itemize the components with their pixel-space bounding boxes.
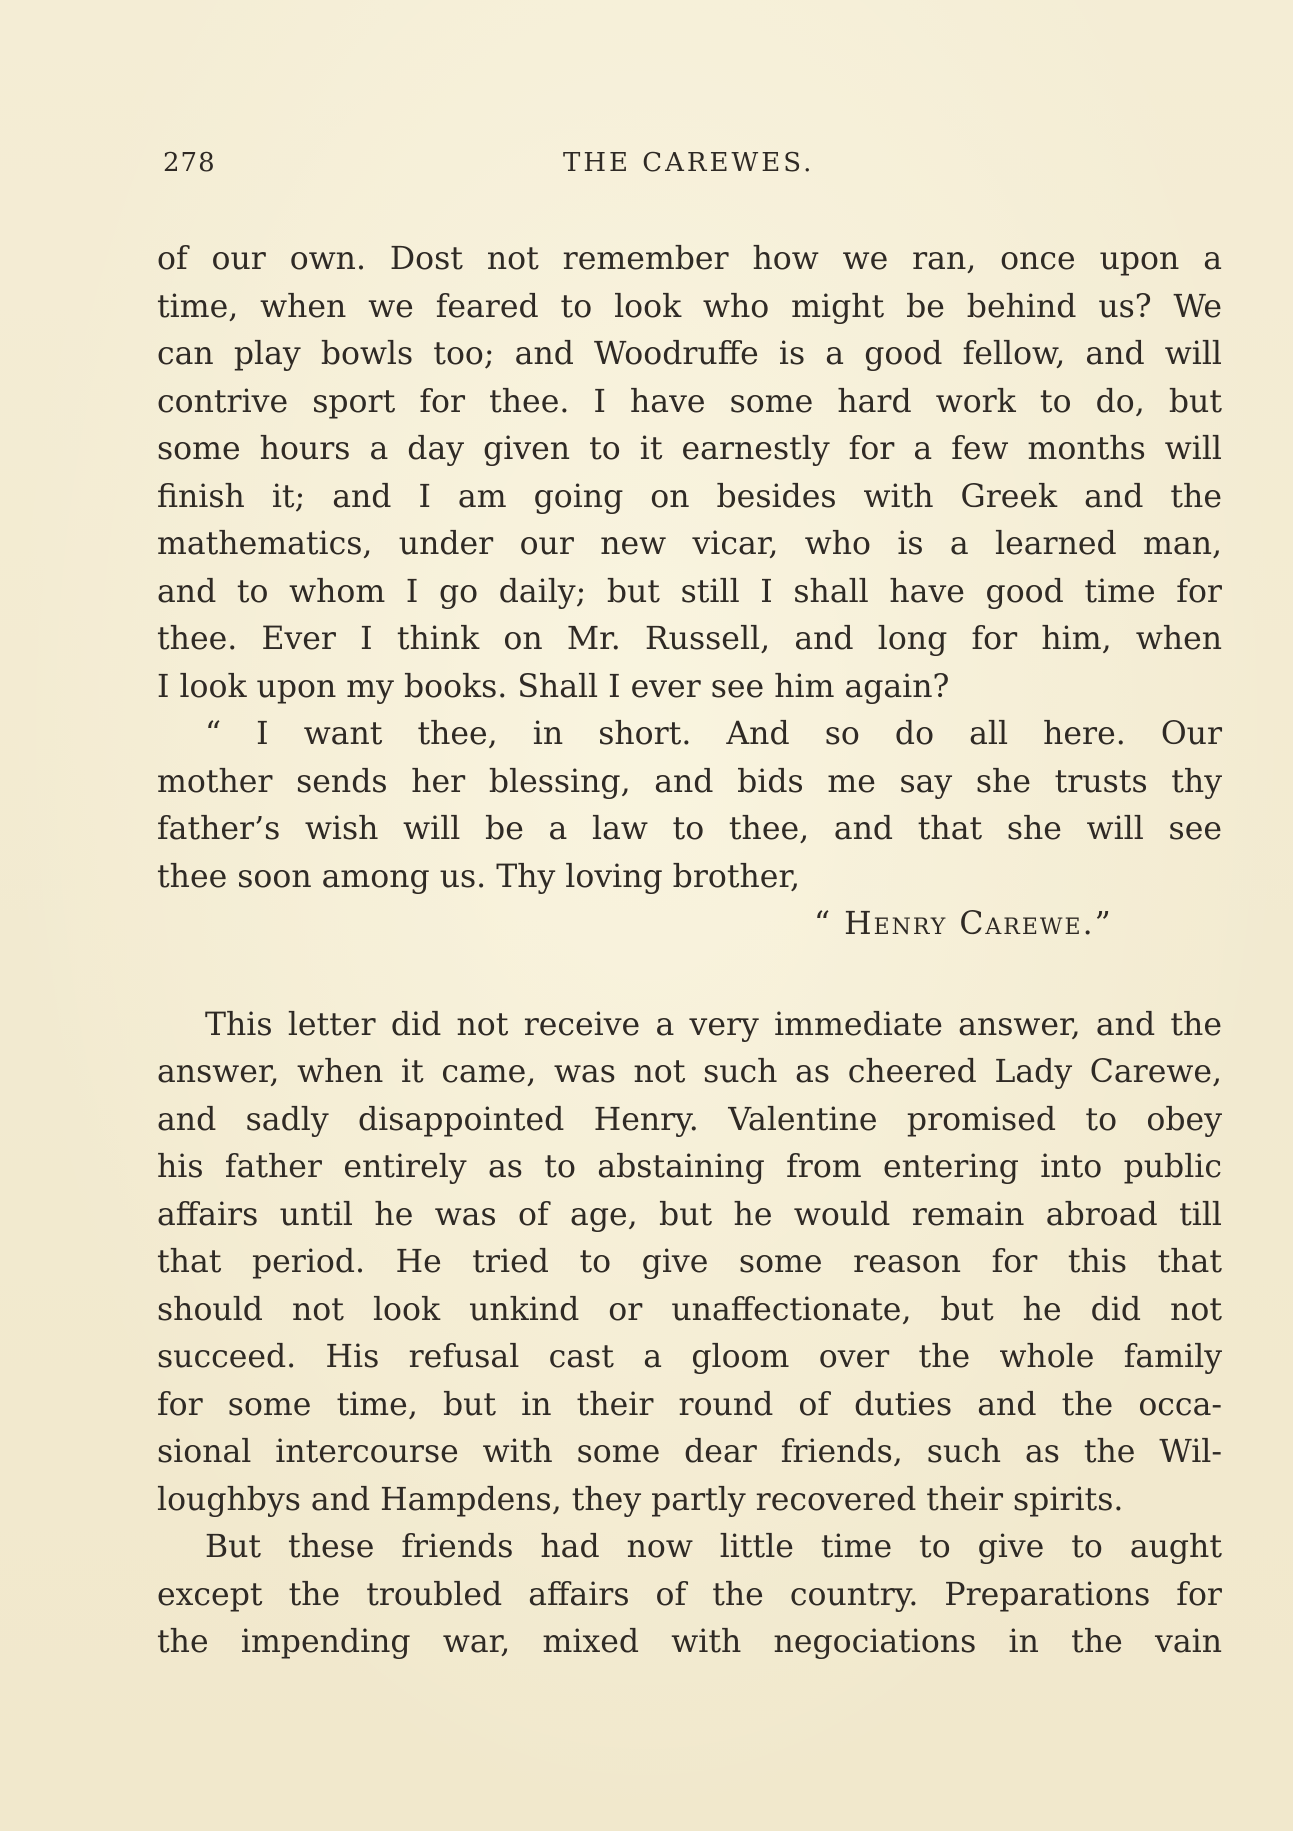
letter-signature: “ Henry Carewe.”: [814, 906, 1113, 942]
text-line: some hours a day given to it earnestly for a few months will: [157, 431, 1222, 467]
text-line: of our own. Dost not remember how we ran, once upon a: [157, 241, 1222, 277]
page-header: [163, 148, 1213, 188]
text-line: that period. He tried to give some reason for this that: [157, 1244, 1222, 1280]
text-line: his father entirely as to abstaining from entering into public: [157, 1149, 1222, 1185]
text-line: and to whom I go daily; but still I shall have good time for: [157, 573, 1222, 610]
text-line: This letter did not receive a very immediate answer, and the: [205, 1006, 1222, 1043]
text-line: finish it; and I am going on besides with Greek and the: [157, 478, 1222, 515]
text-line: I look upon my books. Shall I ever see him again?: [157, 668, 950, 705]
paragraph-gap: [157, 949, 1222, 1002]
page-number: 278: [163, 148, 216, 178]
text-line: mother sends her blessing, and bids me say she trusts thy: [157, 763, 1222, 800]
text-line: mathematics, under our new vicar, who is a learned man,: [157, 526, 1222, 562]
text-line: loughbys and Hampdens, they partly recovered their spirits.: [157, 1481, 1124, 1518]
text-line: time, when we feared to look who might be behind us? We: [157, 288, 1222, 325]
text-line: the impending war, mixed with negociations in the vain: [157, 1624, 1222, 1660]
running-head: THE CAREWES.: [563, 148, 815, 178]
text-line: father’s wish will be a law to thee, and that she will see: [157, 811, 1222, 847]
text-line: except the troubled affairs of the country. Preparations for: [157, 1576, 1222, 1613]
text-line: can play bowls too; and Woodruffe is a good fellow, and will: [157, 336, 1222, 372]
text-line: contrive sport for thee. I have some hard work to do, but: [157, 383, 1222, 420]
text-line: for some time, but in their round of duties and the occa-: [157, 1386, 1222, 1423]
text-line: thee. Ever I think on Mr. Russell, and long for him, when: [157, 621, 1222, 657]
text-line: affairs until he was of age, but he would remain abroad till: [157, 1196, 1222, 1233]
text-line: sional intercourse with some dear friends, such as the Wil-: [157, 1434, 1222, 1470]
text-line: But these friends had now little time to give to aught: [205, 1529, 1222, 1565]
text-line: thee soon among us. Thy loving brother,: [157, 858, 801, 895]
text-line: succeed. His refusal cast a gloom over the whole family: [157, 1339, 1222, 1375]
text-line: “ I want thee, in short. And so do all here. Our: [205, 716, 1222, 752]
text-line: should not look unkind or unaffectionate, but he did not: [157, 1291, 1222, 1328]
text-line: and sadly disappointed Henry. Valentine promised to obey: [157, 1101, 1222, 1138]
text-line: answer, when it came, was not such as cheered Lady Carewe,: [157, 1054, 1222, 1090]
body-text: [157, 236, 1222, 1667]
